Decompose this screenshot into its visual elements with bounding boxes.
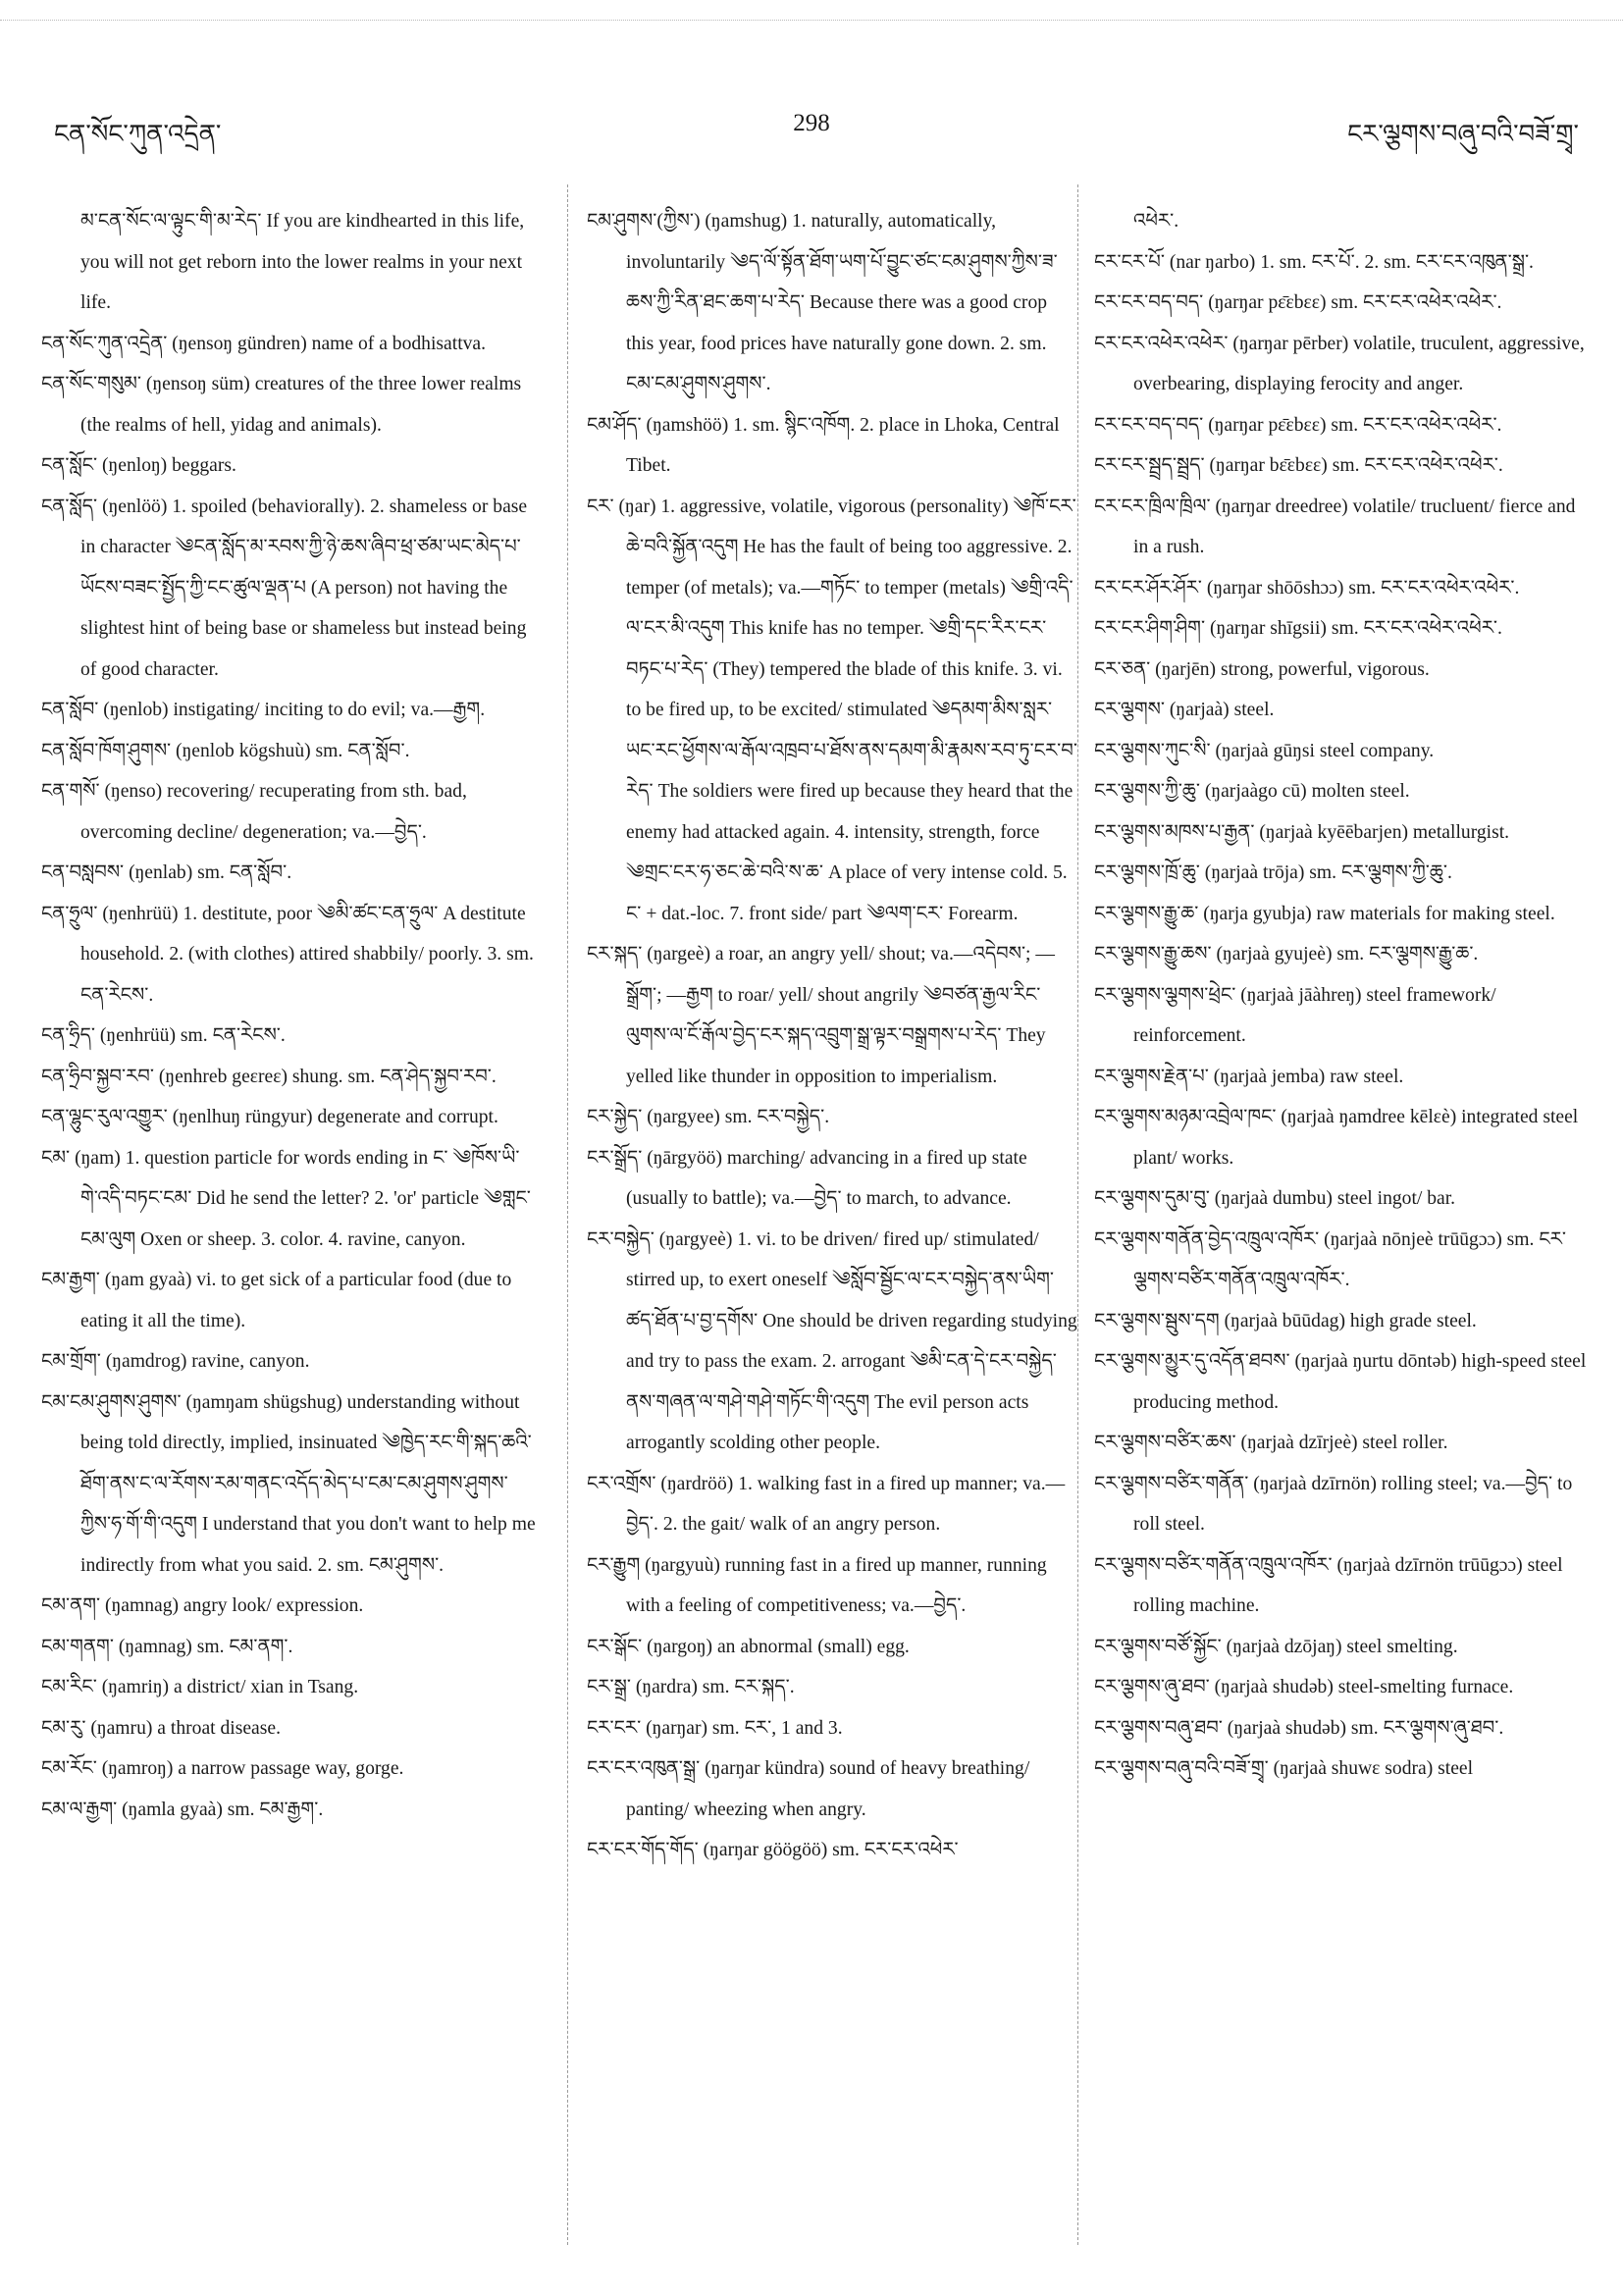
dictionary-entry: ངམ་རུ་ (ŋamru) a throat disease.	[41, 1717, 281, 1739]
dictionary-entry: ངར་ངར་པོ་ (nar ŋarbo) 1. sm. ངར་པོ་. 2. sm. ངར་ངར་འཁུན་སྒྲ་.	[1094, 251, 1534, 273]
dictionary-column-3	[1094, 201, 1590, 1790]
dictionary-entry: ངན་ཧྲུལ་ (ŋenhrüü) 1. destitute, poor ༄མི་ཚང་ངན་ཧྲུལ་ A destitute household. 2. (with clothes) attired shabbily/ poorly. 3. sm. ངན་རེངས་.	[41, 903, 534, 1006]
dictionary-entry: ངར་ངར་འཕེར་འཕེར་ (ŋarŋar pērber) volatile, truculent, aggressive, overbearing, displaying ferocity and anger.	[1094, 333, 1585, 394]
dictionary-entry: ངར་ངར་ཤོར་ཤོར་ (ŋarŋar shōōshɔɔ) sm. ངར་ངར་འཕེར་འཕེར་.	[1094, 577, 1520, 599]
dictionary-entry: ངར་ལྕགས་བཞུ་ཐབ་ (ŋarjaà shudəb) sm. ངར་ལྕགས་ཞུ་ཐབ་.	[1094, 1717, 1504, 1739]
dictionary-entry: ངམ་ཤུགས་(ཀྱིས་) (ŋamshug) 1. naturally, automatically, involuntarily ༄ད་ལོ་སྟོན་ཐོག་ཡག་པོ་བྱུང་ཙང་ངམ་ཤུགས་ཀྱིས་ཟ་ཆས་ཀྱི་རིན་ཐང་ཆག་པ་རེད་ Because there was a good crop this year, food prices have naturally gone down. 2. sm. ངམ་ངམ་ཤུགས་ཤུགས་.	[587, 211, 1058, 394]
dictionary-entry: ངར་རྒྱུག (ŋargyuù) running fast in a fired up manner, running with a feeling of competitiveness; va.—བྱེད་.	[587, 1554, 1047, 1616]
dictionary-entry: ངར་ངར་ (ŋarŋar) sm. ངར་, 1 and 3.	[587, 1717, 843, 1739]
dictionary-entry: ངན་སློབ་ཁོག་ཤུགས་ (ŋenlob kögshuù) sm. ངན་སློབ་.	[41, 740, 410, 761]
dictionary-entry: ངར་ངར་བད་བད་ (ŋarŋar pɛ̄ɛbɛɛ) sm. ངར་ངར་འཕེར་འཕེར་.	[1094, 292, 1502, 313]
dictionary-entry: ངར་ལྕགས་ཀྱི་ཆུ་ (ŋarjaàgo cū) molten steel.	[1094, 781, 1410, 802]
dictionary-entry: ངམ་རོང་ (ŋamroŋ) a narrow passage way, gorge.	[41, 1758, 404, 1779]
dictionary-entry: ངན་སོང་གསུམ་ (ŋensoŋ süm) creatures of the three lower realms (the realms of hell, yidag and animals).	[41, 374, 522, 436]
dictionary-entry: ངར་ལྕགས་བཞུ་བའི་བཟོ་གྲྭ་ (ŋarjaà shuwɛ sodra) steel	[1094, 1758, 1474, 1779]
dictionary-entry: ངར་ངར་བད་བད་ (ŋarŋar pɛ̄ɛbɛɛ) sm. ངར་ངར་འཕེར་འཕེར་.	[1094, 414, 1502, 436]
dictionary-entry: ངར་ (ŋar) 1. aggressive, volatile, vigorous (personality) ༄ཁོ་ངར་ཆེ་བའི་སྐྱོན་འདུག He has the fault of being too aggressive. 2. temper (of metals); va.—གཏོང་ to temper (metals) ༄གྲི་འདི་ལ་ངར་མི་འདུག This knife has no temper. ༄གྲི་དང་རིར་ངར་བཏང་པ་རེད་ (They) tempered the blade of this knife. 3. vi. to be fired up, to be excited/ stimulated ༄དམག་མིས་སླར་ཡང་རང་ཕྱོགས་ལ་རྒོལ་འཁྲབ་པ་ཐོས་ནས་དམག་མི་རྣམས་རབ་ཏུ་ངར་བ་རེད་ The soldiers were fired up because they heard that the enemy had attacked again. 4. intensity, strength, force ༄གྲང་ངར་ཧ་ཅང་ཆེ་བའི་ས་ཆ་ A place of very intense cold. 5. ང་ + dat.-loc. 7. front side/ part ༄ལག་ངར་ Forearm.	[587, 496, 1077, 924]
dictionary-entry: ངམ་གནག་ (ŋamnag) sm. ངམ་ནག་.	[41, 1636, 293, 1657]
dictionary-entry: ངན་གསོ་ (ŋenso) recovering/ recuperating from sth. bad, overcoming decline/ degeneration; va.—བྱེད་.	[41, 781, 467, 843]
dictionary-entry: ངར་ལྕགས་གནོན་བྱེད་འཁྲུལ་འཁོར་ (ŋarjaà nōnjeè trūūgɔɔ) sm. ངར་ལྕགས་བཙིར་གནོན་འཁྲུལ་འཁོར་.	[1094, 1228, 1566, 1290]
dictionary-entry: ངར་ལྕགས་རྒྱུ་ཆས་ (ŋarjaà gyujeè) sm. ངར་ལྕགས་རྒྱུ་ཆ་.	[1094, 944, 1479, 965]
header-left-guide-word: ངན་སོང་ཀུན་འདྲེན་	[54, 120, 222, 148]
dictionary-entry: ངམ་རིང་ (ŋamriŋ) a district/ xian in Tsang.	[41, 1677, 359, 1697]
dictionary-entry: ངར་ལྕགས་ཞུ་ཐབ་ (ŋarjaà shudəb) steel-smelting furnace.	[1094, 1677, 1514, 1697]
dictionary-entry: ངན་སློད་ (ŋenlöö) 1. spoiled (behaviorally). 2. shameless or base in character ༄ངན་སློད་མ་རབས་ཀྱི་ཉེ་ཆས་ཞིབ་ཕྲ་ཙམ་ཡང་མེད་པ་ཡོངས་བཟང་སྤྱོད་ཀྱི་ངང་ཚུལ་ལྡན་པ (A person) not having the slightest hint of being base or shameless but instead being of good character.	[41, 496, 528, 680]
column-divider-2	[1077, 184, 1079, 2245]
dictionary-entry: ངར་ངར་ཤིག་ཤིག་ (ŋarŋar shīgsii) sm. ངར་ངར་འཕེར་འཕེར་.	[1094, 618, 1502, 639]
dictionary-entry: མ་ངན་སོང་ལ་ལྟུང་གི་མ་རེད་ If you are kindhearted in this life, you will not get reborn into the lower realms in your next life.	[80, 211, 525, 313]
dictionary-entry: ངར་སྒོང་ (ŋargoŋ) an abnormal (small) egg.	[587, 1636, 910, 1657]
page-number: 298	[793, 110, 830, 136]
dictionary-entry: ངར་ལྕགས་ལྕགས་ཕྲེང་ (ŋarjaà jāàhreŋ) steel framework/ reinforcement.	[1094, 984, 1496, 1046]
dictionary-entry: ངར་ལྕགས་རྗེན་པ་ (ŋarjaà jemba) raw steel.	[1094, 1066, 1404, 1087]
column-divider-1	[567, 184, 569, 2245]
dictionary-column-1	[41, 201, 537, 1830]
dictionary-entry: ངར་སྐད་ (ŋargeè) a roar, an angry yell/ shout; va.—འདེབས་; —སྒྲོག་; —རྒྱག to roar/ yell/ shout angrily ༄བཙན་རྒྱལ་རིང་ལུགས་ལ་ངོ་རྒོལ་བྱེད་ངར་སྐད་འབྲུག་སྒྲ་ལྟར་བསྒྲགས་པ་རེད་ They yelled like thunder in opposition to imperialism.	[587, 944, 1055, 1087]
dictionary-entry: ངར་ལྕགས་རྒྱུ་ཆ་ (ŋarja gyubja) raw materials for making steel.	[1094, 903, 1555, 924]
dictionary-entry: ངར་ངར་འཁུན་སྒྲ་ (ŋarŋar kündra) sound of heavy breathing/ panting/ wheezing when angry.	[587, 1758, 1030, 1820]
dictionary-entry: ངར་སྐྱེད་ (ŋargyee) sm. ངར་བསྐྱེད་.	[587, 1107, 830, 1127]
dictionary-entry: ངར་ལྕགས་ (ŋarjaà) steel.	[1094, 700, 1275, 720]
dictionary-entry: ངམ་ (ŋam) 1. question particle for words ending in ང་ ༄ཁོས་ཡི་གེ་འདི་བཏང་ངམ་ Did he send the letter? 2. 'or' particle ༄གླང་ངམ་ལུག Oxen or sheep. 3. color. 4. ravine, canyon.	[41, 1147, 531, 1250]
dictionary-entry: ངར་ངར་ཁྲིལ་ཁྲིལ་ (ŋarŋar dreedree) volatile/ trucluent/ fierce and in a rush.	[1094, 496, 1576, 557]
top-edge-dots	[0, 20, 1623, 21]
dictionary-entry: ངར་ལྕགས་དུམ་བུ་ (ŋarjaà dumbu) steel ingot/ bar.	[1094, 1188, 1456, 1209]
dictionary-entry: ངན་བསླབས་ (ŋenlab) sm. ངན་སློབ་.	[41, 862, 292, 883]
dictionary-entry: ངར་ལྕགས་བཙིར་གནོན་ (ŋarjaà dzīrnön) rolling steel; va.—བྱེད་ to roll steel.	[1094, 1473, 1573, 1535]
header-right-guide-word: ངར་ལྕགས་བཞུ་བའི་བཟོ་གྲྭ་	[1347, 120, 1579, 148]
dictionary-entry: ངམ་ངམ་ཤུགས་ཤུགས་ (ŋamŋam shügshug) understanding without being told directly, implied, insinuated ༄ཁྱེད་རང་གི་སྐད་ཆའི་ཐོག་ནས་ང་ལ་རོགས་རམ་གནང་འདོད་མེད་པ་ངམ་ངམ་ཤུགས་ཤུགས་ཀྱིས་ཧ་གོ་གི་འདུག I understand that you don't want to help me indirectly from what you said. 2. sm. ངམ་ཤུགས་.	[41, 1391, 536, 1576]
dictionary-entry: ངར་ལྕགས་མཁས་པ་རྒྱན་ (ŋarjaà kyēēbarjen) metallurgist.	[1094, 821, 1510, 843]
dictionary-entry: ངམ་ནག་ (ŋamnag) angry look/ expression.	[41, 1595, 364, 1616]
dictionary-entry: ངར་སྒྲ་ (ŋardra) sm. ངར་སྐད་.	[587, 1677, 795, 1697]
dictionary-entry: འཕེར་.	[1133, 211, 1179, 232]
dictionary-entry: ངར་ལྕགས་སྦུས་དག (ŋarjaà būūdag) high grade steel.	[1094, 1310, 1477, 1331]
dictionary-entry: ངར་ལྕགས་མྱུར་དུ་འདོན་ཐབས་ (ŋarjaà ŋurtu dōntəb) high-speed steel producing method.	[1094, 1351, 1587, 1413]
dictionary-entry: ངར་ཅན་ (ŋarjēn) strong, powerful, vigorous.	[1094, 658, 1430, 680]
dictionary-entry: ངར་བསྐྱེད་ (ŋargyeè) 1. vi. to be driven/ fired up/ stimulated/ stirred up, to exert oneself ༄སློབ་སྦྱོང་ལ་ངར་བསྐྱེད་ནས་ཡིག་ཚད་ཐོན་པ་བྱ་དགོས་ One should be driven regarding studying and try to pass the exam. 2. arrogant ༄མི་ངན་དེ་ངར་བསྐྱེད་ནས་གཞན་ལ་གཤེ་གཤེ་གཏོང་གི་འདུག The evil person acts arrogantly scolding other people.	[587, 1228, 1077, 1453]
dictionary-entry: ངར་ལྕགས་བཙིར་ཆས་ (ŋarjaà dzīrjeè) steel roller.	[1094, 1433, 1448, 1453]
dictionary-entry: ངར་ངར་གོད་གོད་ (ŋarŋar göögöö) sm. ངར་ངར་འཕེར་	[587, 1840, 959, 1860]
dictionary-entry: ངན་ཧྲིད་ (ŋenhrüü) sm. ངན་རེངས་.	[41, 1025, 286, 1046]
dictionary-entry: ངན་ལྷུང་རུལ་འགྱུར་ (ŋenlhuŋ rüngyur) degenerate and corrupt.	[41, 1107, 498, 1127]
dictionary-entry: ངར་སྒྲོད་ (ŋārgyöö) marching/ advancing in a fired up state (usually to battle); va.—བྱེད་ to march, to advance.	[587, 1147, 1027, 1209]
dictionary-entry: ངམ་ལ་རྒྱག་ (ŋamla gyaà) sm. ངམ་རྒྱག་.	[41, 1799, 324, 1820]
dictionary-entry: ངར་ལྕགས་ཀུང་སི་ (ŋarjaà gūŋsi steel company.	[1094, 740, 1435, 761]
dictionary-entry: ངར་ལྕགས་མཉམ་འབྲེལ་ཁང་ (ŋarjaà ŋamdree kēlɛè) integrated steel plant/ works.	[1094, 1107, 1579, 1169]
dictionary-entry: ངམ་གྲོག་ (ŋamdrog) ravine, canyon.	[41, 1351, 310, 1372]
dictionary-entry: ངར་ལྕགས་བཙོ་སྐྱོང་ (ŋarjaà dzōjaŋ) steel smelting.	[1094, 1636, 1458, 1657]
dictionary-entry: ངན་ཧྲིབ་སྐྱབ་རབ་ (ŋenhreb geɛreɛ) shung. sm. ངན་ཤེད་སྐྱབ་རབ་.	[41, 1066, 497, 1087]
dictionary-entry: ངར་འགྲོས་ (ŋardröö) 1. walking fast in a fired up manner; va.—བྱེད་. 2. the gait/ walk of an angry person.	[587, 1473, 1066, 1535]
dictionary-entry: ངམ་རྒྱག་ (ŋam gyaà) vi. to get sick of a particular food (due to eating it all the time).	[41, 1270, 512, 1331]
dictionary-entry: ངར་ངར་སྦྲད་སྦྲད་ (ŋarŋar bɛ̄ɛbɛɛ) sm. ངར་ངར་འཕེར་འཕེར་.	[1094, 455, 1503, 476]
dictionary-entry: ངར་ལྕགས་ཁྲོ་ཆུ་ (ŋarjaà trōja) sm. ངར་ལྕགས་ཀྱི་ཆུ་.	[1094, 862, 1452, 883]
dictionary-column-2	[587, 201, 1077, 1871]
dictionary-entry: ངར་ལྕགས་བཙིར་གནོན་འཁྲུལ་འཁོར་ (ŋarjaà dzīrnön trūūgɔɔ) steel rolling machine.	[1094, 1554, 1563, 1616]
dictionary-entry: ངན་སོང་ཀུན་འདྲེན་ (ŋensoŋ gündren) name of a bodhisattva.	[41, 333, 487, 354]
dictionary-entry: ངན་སློང་ (ŋenloŋ) beggars.	[41, 455, 236, 476]
dictionary-entry: ངན་སློབ་ (ŋenlob) instigating/ inciting to do evil; va.—རྒྱག.	[41, 700, 486, 720]
dictionary-entry: ངམ་ཤོད་ (ŋamshöö) 1. sm. སྙིང་འཁོག. 2. place in Lhoka, Central Tibet.	[587, 414, 1060, 476]
